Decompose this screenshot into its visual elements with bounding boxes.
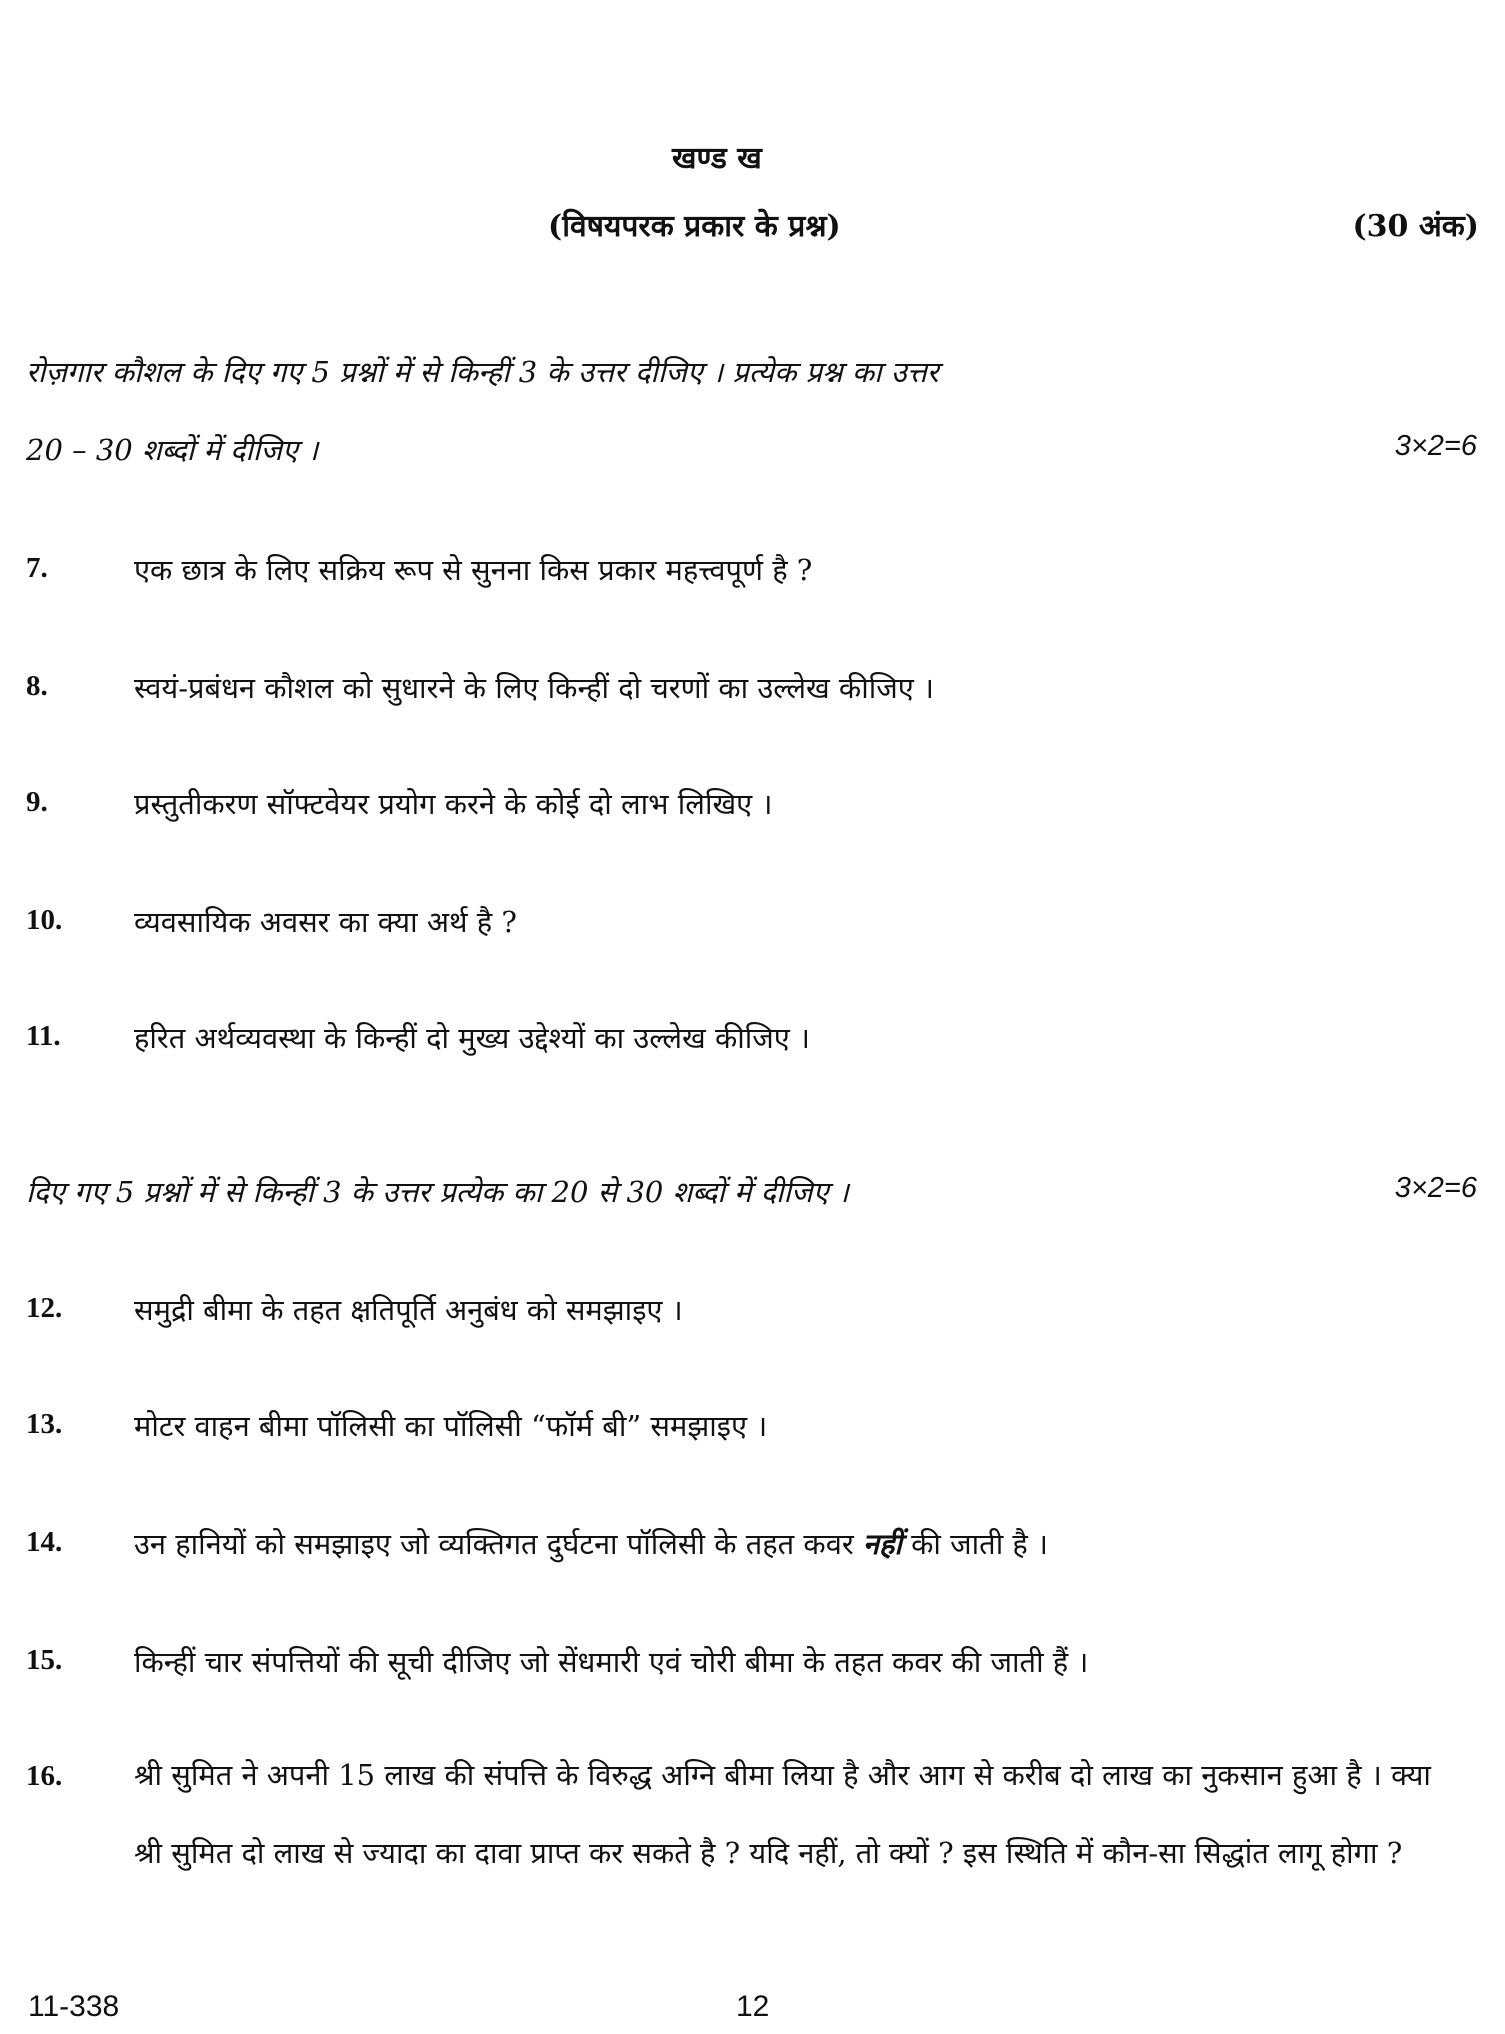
section-title: खण्ड ख — [672, 141, 762, 176]
section-subtitle: (विषयपरक प्रकार के प्रश्न) — [548, 209, 841, 244]
question-text: हरित अर्थव्यवस्था के किन्हीं दो मुख्य उद्देश्यों का उल्लेख कीजिए । — [134, 1021, 811, 1055]
question-11 — [26, 1018, 1477, 1057]
question-number: 9. — [26, 786, 48, 818]
group-1-instruction-line-1: रोज़गार कौशल के दिए गए 5 प्रश्नों में से किन्हीं 3 के उत्तर दीजिए । प्रत्येक प्रश्न का उत्तर — [26, 355, 939, 389]
question-text-before: उन हानियों को समझाइए जो व्यक्तिगत दुर्घटना पॉलिसी के तहत कवर — [134, 1527, 854, 1561]
section-marks: (30 अंक) — [1352, 209, 1479, 244]
group-2-marks: 3×2=6 — [1394, 1172, 1477, 1204]
question-text: व्यवसायिक अवसर का क्या अर्थ है ? — [134, 905, 517, 939]
question-number: 13. — [26, 1408, 63, 1440]
question-14 — [26, 1524, 1477, 1563]
question-text-emphasis: नहीं — [862, 1527, 902, 1561]
group-2-instruction: दिए गए 5 प्रश्नों में से किन्हीं 3 के उत्तर प्रत्येक का 20 से 30 शब्दों में दीजिए । — [26, 1175, 849, 1209]
question-number: 12. — [26, 1292, 63, 1324]
group-1-instruction-line-2: 20 – 30 शब्दों में दीजिए । — [26, 433, 319, 467]
question-number: 7. — [26, 552, 48, 584]
question-15 — [26, 1642, 1477, 1681]
question-9 — [26, 784, 1477, 823]
page-number: 12 — [736, 1990, 770, 2023]
question-text: किन्हीं चार संपत्तियों की सूची दीजिए जो सेंधमारी एवं चोरी बीमा के तहत कवर की जाती हैं । — [134, 1645, 1089, 1679]
question-text: मोटर वाहन बीमा पॉलिसी का पॉलिसी “फॉर्म बी” समझाइए । — [134, 1409, 768, 1443]
question-12 — [26, 1290, 1477, 1329]
question-13 — [26, 1406, 1477, 1445]
question-7 — [26, 550, 1477, 589]
question-number: 8. — [26, 670, 48, 702]
question-10 — [26, 902, 1477, 941]
question-text-after: की जाती है । — [911, 1527, 1049, 1561]
question-number: 16. — [26, 1760, 63, 1792]
question-text: स्वयं-प्रबंधन कौशल को सुधारने के लिए किन्हीं दो चरणों का उल्लेख कीजिए । — [134, 671, 934, 705]
group-1-marks: 3×2=6 — [1394, 430, 1477, 462]
question-number: 11. — [26, 1020, 61, 1052]
question-text: प्रस्तुतीकरण सॉफ्टवेयर प्रयोग करने के कोई दो लाभ लिखिए । — [134, 787, 773, 821]
question-number: 14. — [26, 1526, 63, 1558]
question-text: श्री सुमित ने अपनी 15 लाख की संपत्ति के विरुद्ध अग्नि बीमा लिया है और आग से करीब दो लाख का नुकसान हुआ है । क्या श्री सुमित दो लाख से ज्यादा का दावा प्राप्त कर सकते है ? यदि नहीं, तो क्यों ? इस स्थिति में कौन-सा सिद्धांत लागू होगा ? — [134, 1758, 1431, 1870]
question-text: समुद्री बीमा के तहत क्षतिपूर्ति अनुबंध को समझाइए । — [134, 1293, 683, 1327]
question-text — [134, 1524, 1048, 1563]
question-number: 10. — [26, 904, 63, 936]
question-16 — [26, 1758, 1465, 1892]
question-number: 15. — [26, 1644, 63, 1676]
paper-code: 11-338 — [28, 1990, 120, 2023]
question-8 — [26, 668, 1477, 707]
question-text: एक छात्र के लिए सक्रिय रूप से सुनना किस प्रकार महत्त्वपूर्ण है ? — [134, 553, 813, 587]
